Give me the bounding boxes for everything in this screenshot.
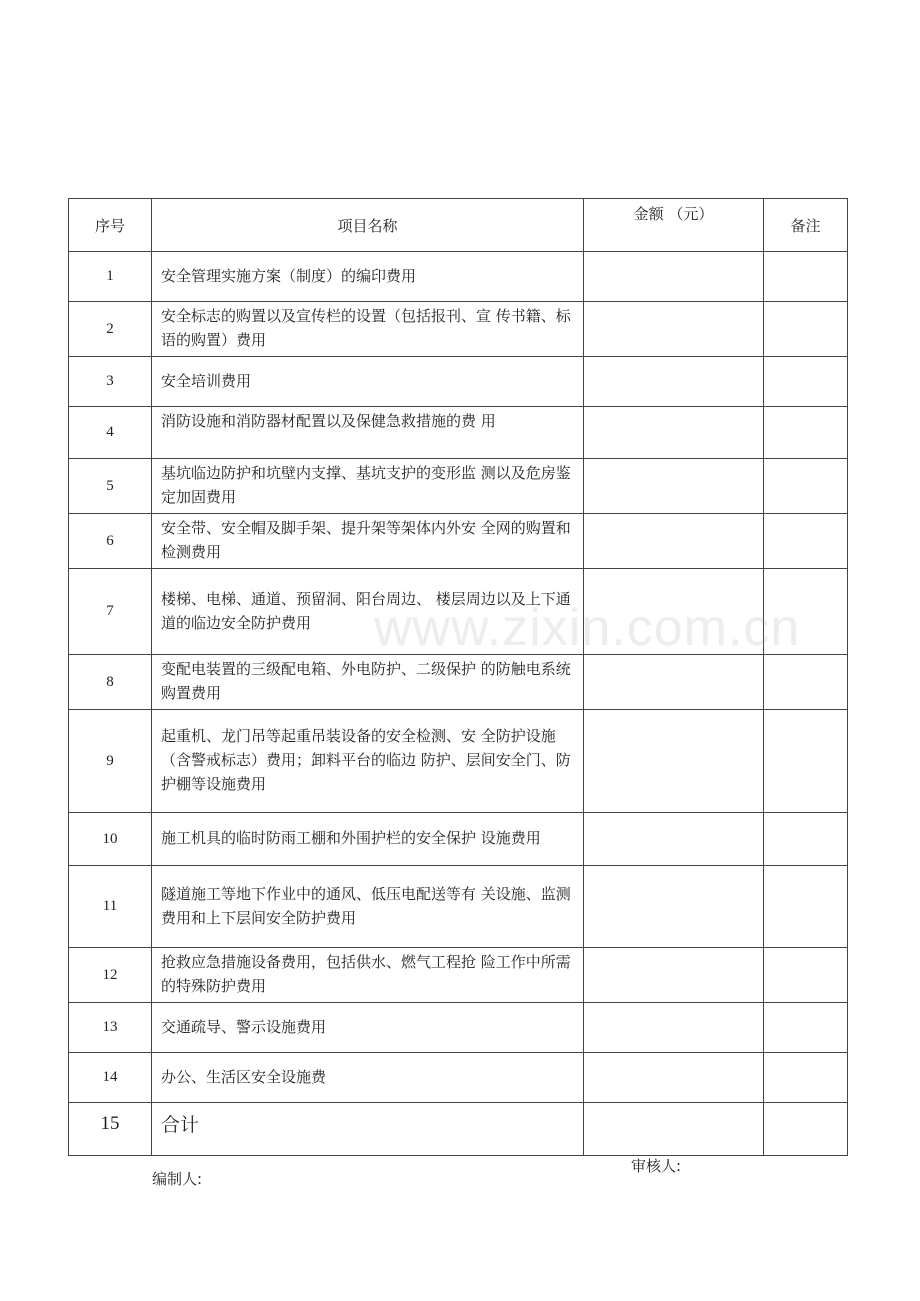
row-index: 14 — [69, 1053, 152, 1103]
table-row — [69, 866, 848, 948]
watermark: www.zixin.com.cn — [374, 599, 801, 657]
row-amount-cell — [584, 710, 764, 813]
row-name: 安全管理实施方案（制度）的编印费用 — [152, 252, 584, 302]
row-amount-cell — [584, 357, 764, 407]
row-name: 施工机具的临时防雨工棚和外围护栏的安全保护 设施费用 — [152, 813, 584, 866]
table-row — [69, 710, 848, 813]
row-amount-cell — [584, 407, 764, 459]
table-row — [69, 813, 848, 866]
row-amount-cell — [584, 1053, 764, 1103]
row-index: 9 — [69, 710, 152, 813]
row-name: 安全带、安全帽及脚手架、提升架等架体内外安 全网的购置和检测费用 — [152, 514, 584, 569]
table-row — [69, 655, 848, 710]
row-amount-cell — [584, 1003, 764, 1053]
reviewed-by-label: 审核人: — [631, 1157, 682, 1175]
row-index: 5 — [69, 459, 152, 514]
row-note-cell — [764, 1003, 848, 1053]
row-note-cell — [764, 948, 848, 1003]
row-note-cell — [764, 710, 848, 813]
row-note-cell — [764, 866, 848, 948]
total-note-cell — [764, 1103, 848, 1156]
row-amount-cell — [584, 302, 764, 357]
row-index: 11 — [69, 866, 152, 948]
row-name: 基坑临边防护和坑壁内支撑、基坑支护的变形监 测以及危房鉴定加固费用 — [152, 459, 584, 514]
row-amount-cell — [584, 514, 764, 569]
row-note-cell — [764, 302, 848, 357]
table-row — [69, 252, 848, 302]
row-index: 2 — [69, 302, 152, 357]
row-index: 4 — [69, 407, 152, 459]
row-amount-cell — [584, 866, 764, 948]
row-note-cell — [764, 813, 848, 866]
fee-table — [68, 198, 848, 1156]
header-amount: 金额 （元） — [584, 199, 764, 252]
prepared-by-label: 编制人: — [152, 1170, 203, 1188]
total-amount-cell — [584, 1103, 764, 1156]
row-note-cell — [764, 655, 848, 710]
row-name: 隧道施工等地下作业中的通风、低压电配送等有 关设施、监测费用和上下层间安全防护费用 — [152, 866, 584, 948]
row-note-cell — [764, 357, 848, 407]
table-row — [69, 302, 848, 357]
row-note-cell — [764, 459, 848, 514]
row-amount-cell — [584, 252, 764, 302]
row-name: 楼梯、电梯、通道、预留洞、阳台周边、 楼层周边以及上下通道的临边安全防护费用 — [152, 569, 584, 655]
table-row — [69, 1053, 848, 1103]
total-row — [69, 1103, 848, 1156]
row-index: 3 — [69, 357, 152, 407]
header-note: 备注 — [764, 199, 848, 252]
total-index: 15 — [69, 1103, 152, 1156]
row-amount-cell — [584, 459, 764, 514]
total-label: 合计 — [152, 1103, 584, 1156]
row-name: 办公、生活区安全设施费 — [152, 1053, 584, 1103]
row-index: 10 — [69, 813, 152, 866]
row-index: 1 — [69, 252, 152, 302]
row-note-cell — [764, 407, 848, 459]
row-index: 13 — [69, 1003, 152, 1053]
table-row — [69, 948, 848, 1003]
row-index: 8 — [69, 655, 152, 710]
row-note-cell — [764, 514, 848, 569]
header-index: 序号 — [69, 199, 152, 252]
row-name: 安全标志的购置以及宣传栏的设置（包括报刊、宣 传书籍、标语的购置）费用 — [152, 302, 584, 357]
row-name: 变配电装置的三级配电箱、外电防护、二级保护 的防触电系统购置费用 — [152, 655, 584, 710]
row-index: 7 — [69, 569, 152, 655]
header-name: 项目名称 — [152, 199, 584, 252]
row-name: 抢救应急措施设备费用，包括供水、燃气工程抢 险工作中所需的特殊防护费用 — [152, 948, 584, 1003]
table-row — [69, 514, 848, 569]
row-name: 起重机、龙门吊等起重吊装设备的安全检测、安 全防护设施（含警戒标志）费用；卸料平台的临边 防护、层间安全门、防护棚等设施费用 — [152, 710, 584, 813]
row-note-cell — [764, 1053, 848, 1103]
table-row — [69, 357, 848, 407]
row-index: 6 — [69, 514, 152, 569]
row-amount-cell — [584, 948, 764, 1003]
row-name: 交通疏导、警示设施费用 — [152, 1003, 584, 1053]
row-name: 安全培训费用 — [152, 357, 584, 407]
table-row — [69, 1003, 848, 1053]
table-row — [69, 407, 848, 459]
row-note-cell — [764, 252, 848, 302]
row-amount-cell — [584, 655, 764, 710]
row-index: 12 — [69, 948, 152, 1003]
row-name: 消防设施和消防器材配置以及保健急救措施的费 用 — [152, 407, 584, 459]
table-row — [69, 459, 848, 514]
table-header-row — [69, 199, 848, 252]
row-amount-cell — [584, 813, 764, 866]
